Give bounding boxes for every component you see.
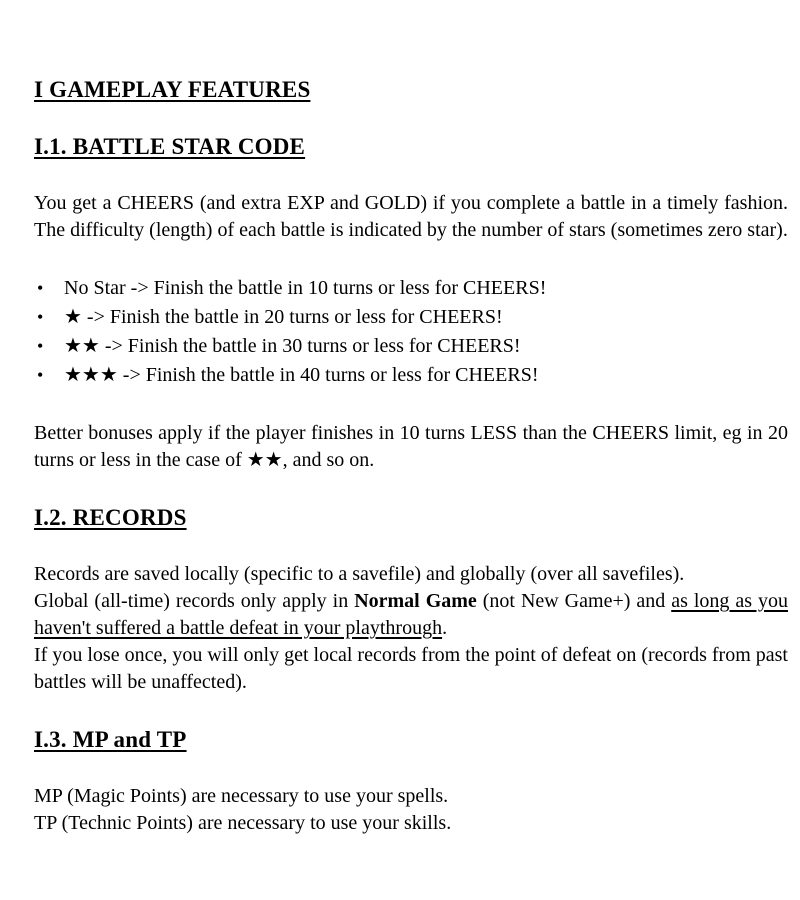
bonus-paragraph: Better bonuses apply if the player finishes in 10 turns LESS than the CHEERS limit, eg in 20 turns or less in the case of ★★, and so on. — [34, 422, 788, 471]
bullet-marker-icon: • — [37, 336, 44, 356]
no-defeat-underlined-text: as long as you haven't suffered a battle defeat in your playthrough — [34, 590, 788, 639]
bullet-marker-icon: • — [37, 278, 44, 298]
battle-star-rules-list — [34, 274, 788, 390]
mp-line: MP (Magic Points) are necessary to use your spells. — [34, 785, 449, 807]
records-global-paragraph — [34, 588, 788, 642]
mp-tp-heading: I.3. MP and TP — [34, 727, 187, 752]
records-global-text-1: Global (all-time) records only apply in — [34, 590, 355, 612]
gameplay-features-heading: I GAMEPLAY FEATURES — [34, 77, 311, 102]
records-global-period: . — [442, 617, 448, 639]
battle-star-rule-text: ★★★ -> Finish the battle in 40 turns or less for CHEERS! — [64, 364, 539, 386]
battle-star-rule-text: ★ -> Finish the battle in 20 turns or less for CHEERS! — [64, 306, 503, 328]
battle-star-rule-item — [34, 332, 788, 361]
battle-star-rule-text: ★★ -> Finish the battle in 30 turns or less for CHEERS! — [64, 335, 521, 357]
battle-star-intro-paragraph: You get a CHEERS (and extra EXP and GOLD) if you complete a battle in a timely fashion. The difficulty (length) of each battle is indicated by the number of stars (sometimes zero star). — [34, 192, 788, 241]
records-save-paragraph: Records are saved locally (specific to a savefile) and globally (over all savefiles). — [34, 563, 685, 585]
normal-game-bold-text: Normal Game — [354, 590, 477, 612]
battle-star-rule-item — [34, 361, 788, 390]
tp-line: TP (Technic Points) are necessary to use your skills. — [34, 812, 452, 834]
records-heading: I.2. RECORDS — [34, 505, 187, 530]
battle-star-rule-item — [34, 274, 788, 303]
records-defeat-paragraph: If you lose once, you will only get local records from the point of defeat on (records from past battles will be unaffected). — [34, 644, 788, 693]
bullet-marker-icon: • — [37, 365, 44, 385]
battle-star-rule-item — [34, 303, 788, 332]
bullet-marker-icon: • — [37, 307, 44, 327]
records-global-text-2: (not New Game+) and — [476, 590, 672, 612]
battle-star-rule-text: No Star -> Finish the battle in 10 turns or less for CHEERS! — [64, 277, 547, 299]
battle-star-code-heading: I.1. BATTLE STAR CODE — [34, 134, 306, 159]
